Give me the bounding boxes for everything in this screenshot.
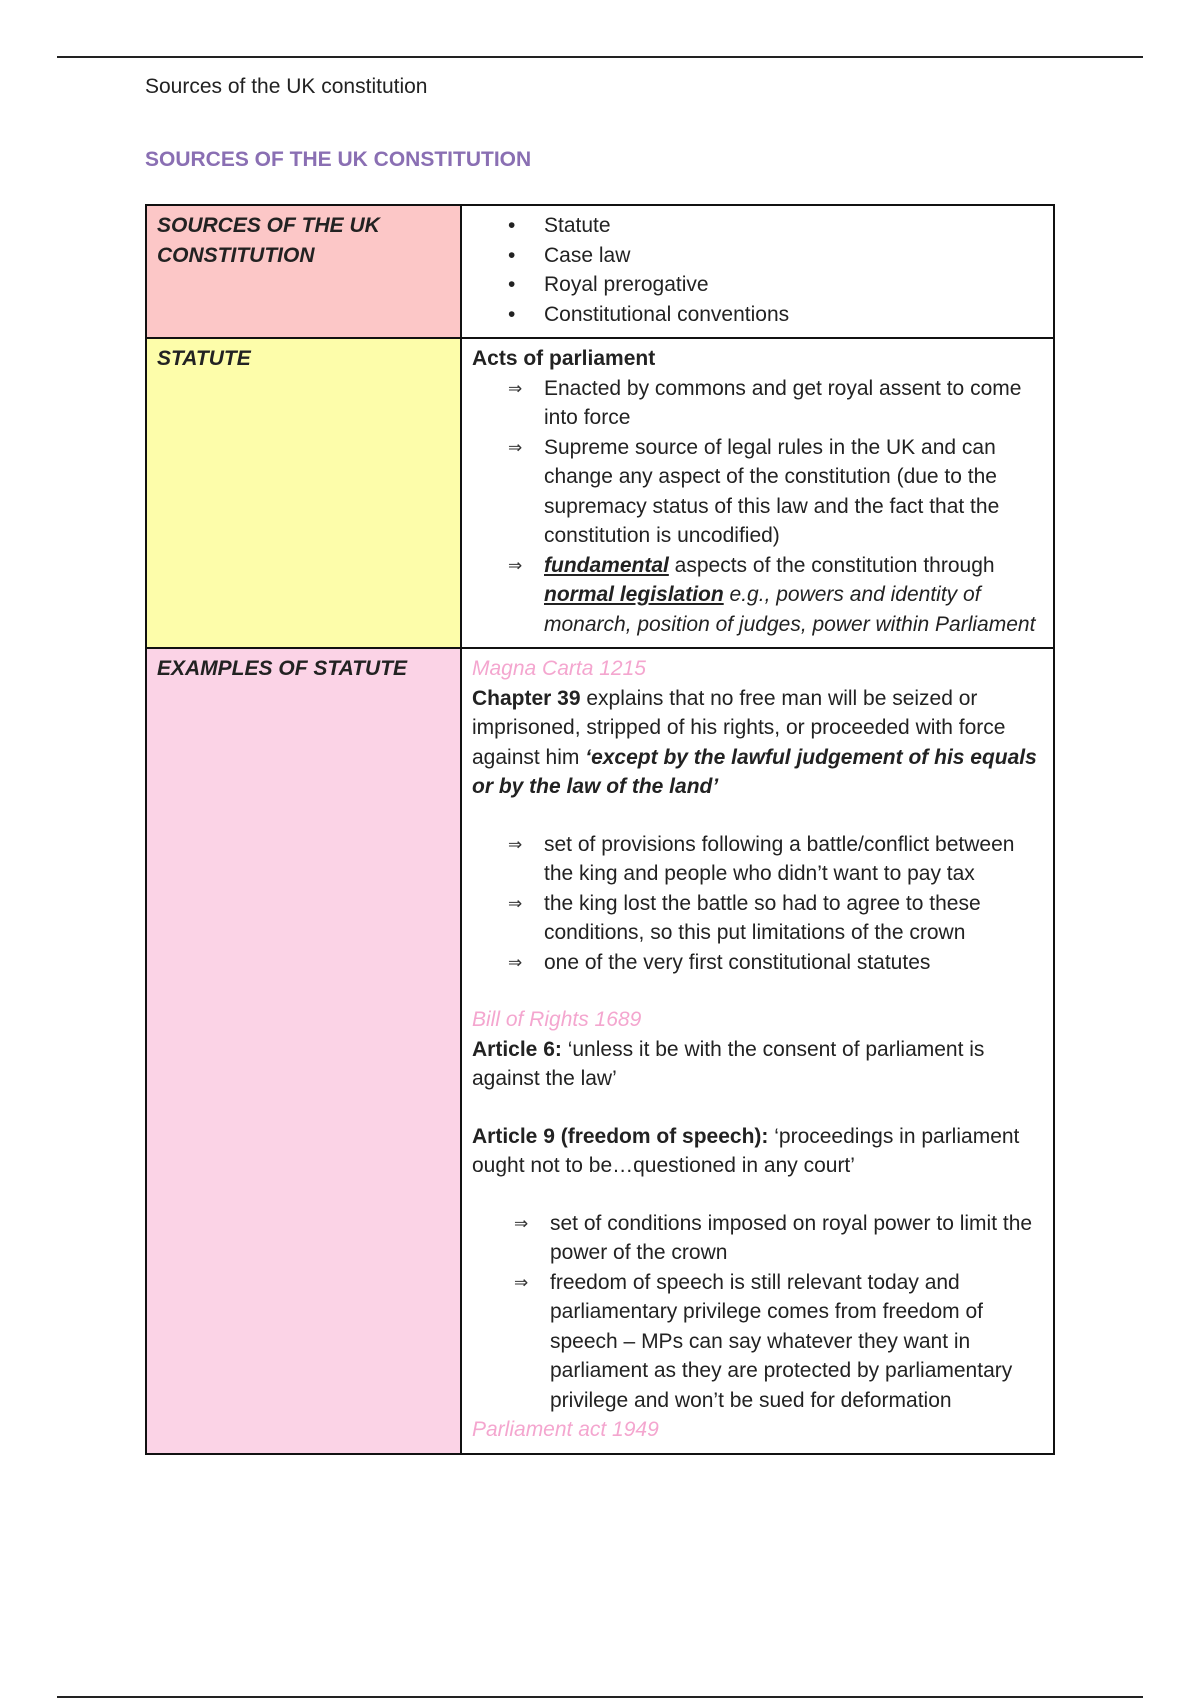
bullet-dot-icon: • — [508, 302, 516, 326]
page-header: Sources of the UK constitution — [145, 75, 428, 98]
list-item: • Statute — [544, 211, 1045, 241]
label-sources-line2: CONSTITUTION — [157, 243, 315, 267]
double-arrow-icon: ⇒ — [508, 378, 523, 398]
list-item: ⇒ Enacted by commons and get royal assent to come into force — [544, 374, 1045, 433]
bill-of-rights-heading: Bill of Rights 1689 — [472, 1008, 642, 1031]
table-row-sources — [146, 205, 1054, 338]
statute-heading: Acts of parliament — [472, 347, 656, 370]
term-normal-legislation: normal legislation — [544, 583, 724, 606]
double-arrow-icon: ⇒ — [514, 1213, 529, 1233]
list-item: • Constitutional conventions — [544, 300, 1045, 330]
list-item: ⇒ set of provisions following a battle/conflict between the king and people who didn’t want to pay tax — [544, 830, 1045, 889]
bill-of-rights-points — [472, 1209, 1045, 1416]
label-examples: EXAMPLES OF STATUTE — [146, 648, 461, 1454]
list-item: ⇒ Supreme source of legal rules in the UK and can change any aspect of the constitution (due to the supremacy status of this law and the fact that the constitution is uncodified) — [544, 433, 1045, 551]
bullet-dot-icon: • — [508, 273, 516, 296]
list-item: ⇒ one of the very first constitutional statutes — [544, 948, 1045, 978]
list-item: • Royal prerogative — [544, 270, 1045, 300]
header-rule — [57, 56, 1143, 58]
label-sources — [146, 205, 461, 338]
list-item: ⇒ the king lost the battle so had to agree to these conditions, so this put limitations of the crown — [544, 889, 1045, 948]
label-statute: STATUTE — [146, 338, 461, 648]
magna-carta-paragraph: Chapter 39 explains that no free man will be seized or imprisoned, stripped of his rights, or proceeded with force against him ‘except by the lawful judgement of his equals or by the law of the land’ — [472, 686, 1037, 798]
article-9-paragraph: Article 9 (freedom of speech): ‘proceedings in parliament ought not to be…questioned in any court’ — [472, 1124, 1020, 1177]
article-6-paragraph: Article 6: ‘unless it be with the consent of parliament is against the law’ — [472, 1037, 985, 1090]
double-arrow-icon: ⇒ — [508, 437, 523, 457]
statute-content — [461, 338, 1054, 648]
examples-content — [461, 648, 1054, 1454]
bullet-dot-icon: • — [508, 214, 516, 237]
list-item: ⇒ set of conditions imposed on royal power to limit the power of the crown — [550, 1209, 1045, 1268]
double-arrow-icon: ⇒ — [514, 1272, 529, 1292]
parliament-act-heading: Parliament act 1949 — [472, 1418, 659, 1441]
list-item: • Case law — [544, 241, 1045, 271]
double-arrow-icon: ⇒ — [508, 893, 523, 913]
sources-content — [461, 205, 1054, 338]
double-arrow-icon: ⇒ — [508, 555, 523, 575]
table-row-examples — [146, 648, 1054, 1454]
table-row-statute — [146, 338, 1054, 648]
footer-rule — [57, 1696, 1143, 1698]
list-item: ⇒ fundamental aspects of the constitution through normal legislation e.g., powers and identity of monarch, position of judges, power within Parliament — [544, 551, 1045, 640]
sources-table — [145, 204, 1055, 1455]
double-arrow-icon: ⇒ — [508, 834, 523, 854]
statute-points — [472, 374, 1045, 640]
sources-list — [472, 211, 1045, 329]
list-item: ⇒ freedom of speech is still relevant today and parliamentary privilege comes from freedom of speech – MPs can say whatever they want in parliament as they are protected by parliamentary privilege and won’t be sued for deformation — [550, 1268, 1045, 1416]
double-arrow-icon: ⇒ — [508, 952, 523, 972]
magna-carta-heading: Magna Carta 1215 — [472, 657, 646, 680]
magna-carta-points — [472, 830, 1045, 978]
page-title: SOURCES OF THE UK CONSTITUTION — [145, 148, 532, 171]
label-sources-line1: SOURCES OF THE UK — [157, 214, 380, 237]
bullet-dot-icon: • — [508, 243, 516, 267]
term-fundamental: fundamental — [544, 553, 669, 577]
